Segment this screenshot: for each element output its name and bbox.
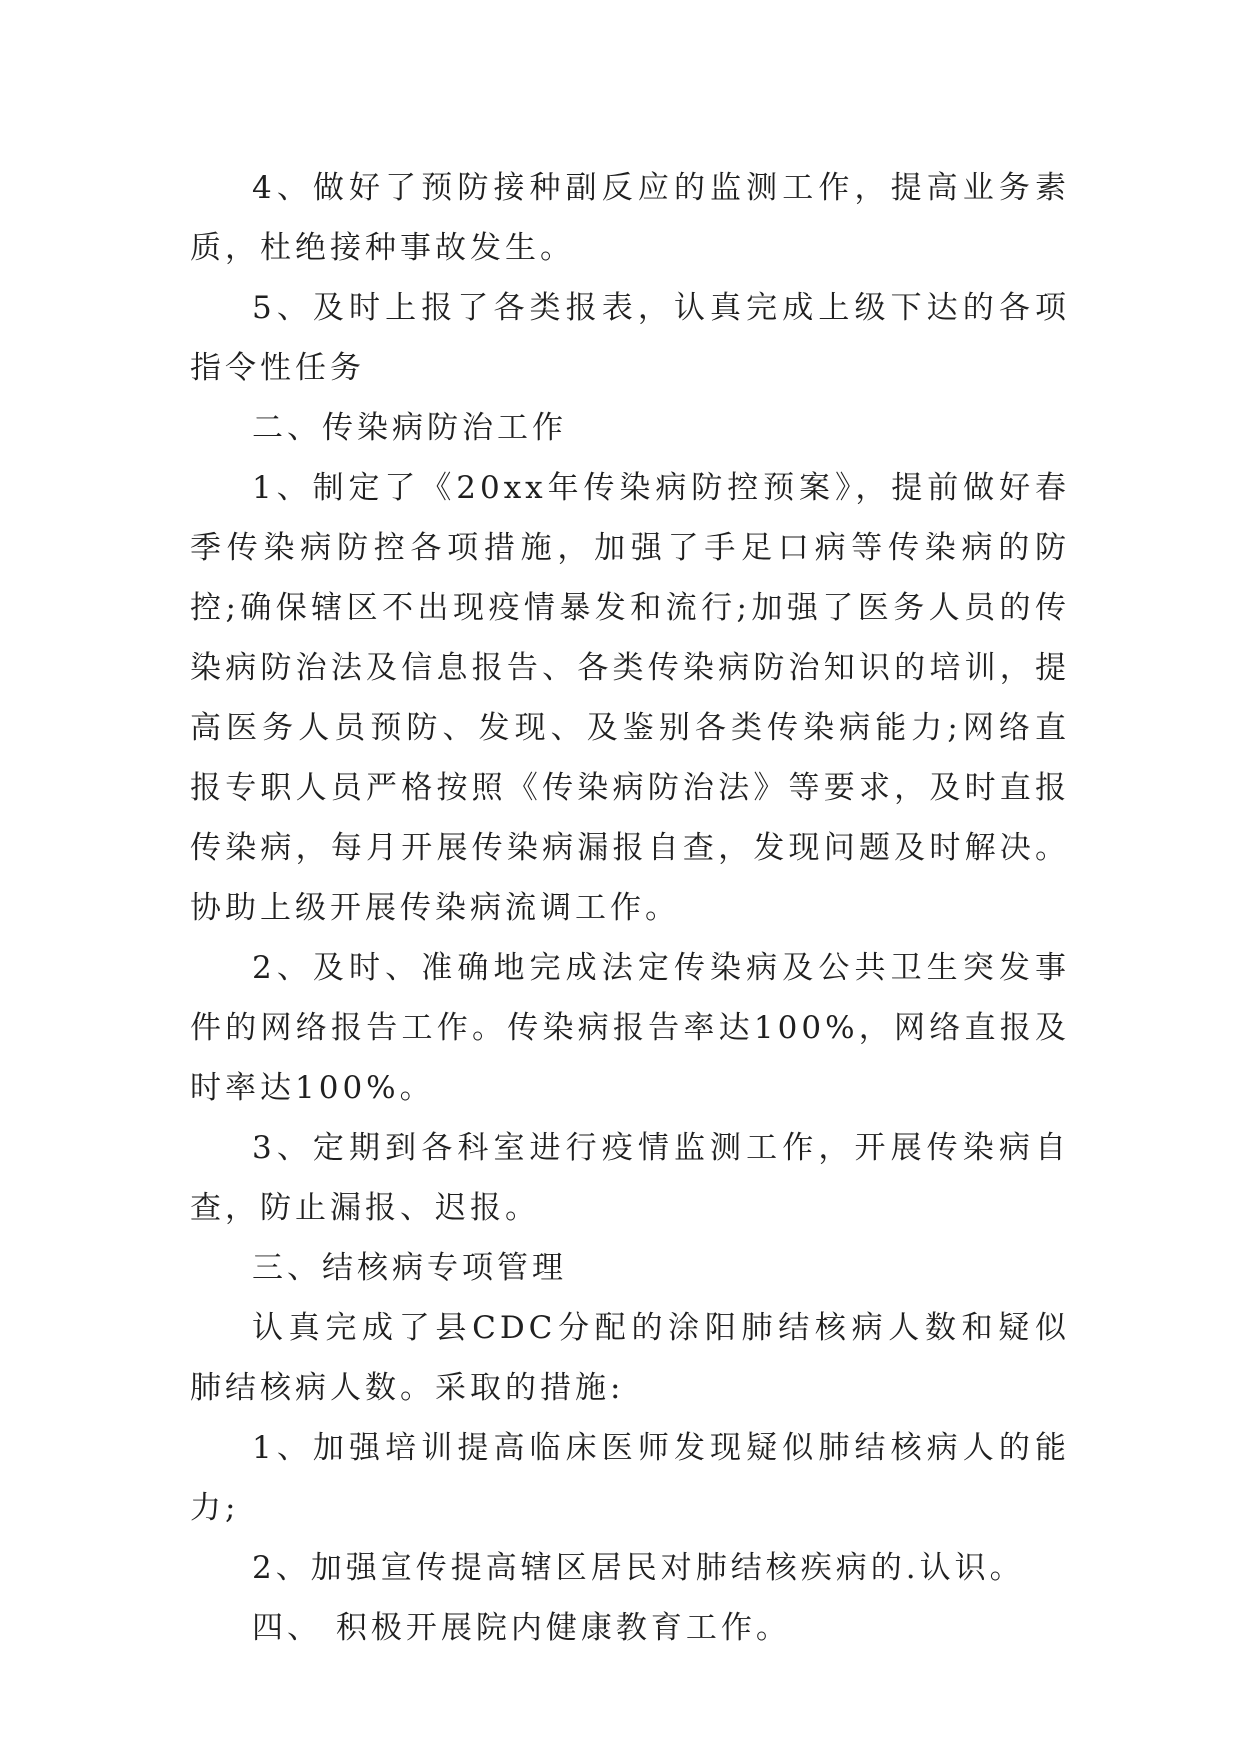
paragraph-tuberculosis-1: 1、加强培训提高临床医师发现疑似肺结核病人的能力; — [190, 1430, 1070, 1526]
paragraph-tuberculosis-intro: 认真完成了县CDC分配的涂阳肺结核病人数和疑似肺结核病人数。采取的措施: — [190, 1310, 1070, 1406]
section-heading-health-education: 四、 积极开展院内健康教育工作。 — [252, 1610, 791, 1646]
paragraph-infectious-2: 2、及时、准确地完成法定传染病及公共卫生突发事件的网络报告工作。传染病报告率达100%，网络直报及时率达100%。 — [190, 950, 1070, 1106]
paragraph-item-4: 4、做好了预防接种副反应的监测工作，提高业务素质，杜绝接种事故发生。 — [190, 170, 1070, 266]
section-heading-tuberculosis: 三、结核病专项管理 — [252, 1250, 567, 1286]
paragraph-item-5: 5、及时上报了各类报表，认真完成上级下达的各项指令性任务 — [190, 290, 1070, 386]
section-heading-infectious-disease: 二、传染病防治工作 — [252, 410, 567, 446]
paragraph-infectious-1: 1、制定了《20xx年传染病防控预案》，提前做好春季传染病防控各项措施，加强了手足口病等传染病的防控;确保辖区不出现疫情暴发和流行;加强了医务人员的传染病防治法及信息报告、各类传染病防治知识的培训，提高医务人员预防、发现、及鉴别各类传染病能力;网络直报专职人员严格按照《传染病防治法》等要求，及时直报传染病，每月开展传染病漏报自查，发现问题及时解决。协助上级开展传染病流调工作。 — [190, 470, 1070, 926]
document-body — [190, 158, 1070, 1658]
paragraph-tuberculosis-2: 2、加强宣传提高辖区居民对肺结核疾病的.认识。 — [252, 1550, 1025, 1586]
paragraph-infectious-3: 3、定期到各科室进行疫情监测工作，开展传染病自查，防止漏报、迟报。 — [190, 1130, 1070, 1226]
